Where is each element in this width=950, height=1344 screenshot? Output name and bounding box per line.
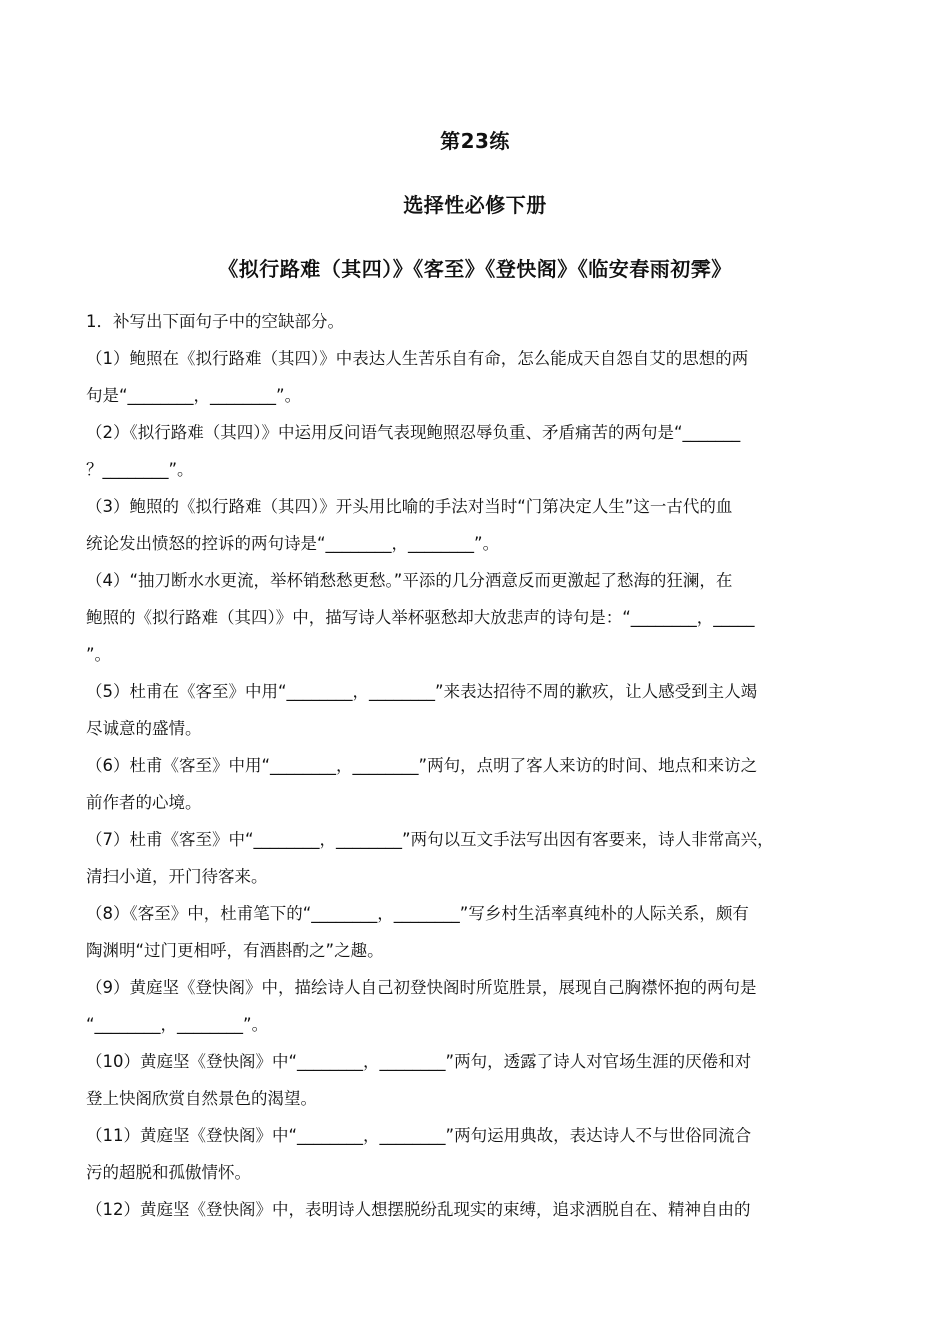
item-1-line-2: 句是“________，________”。 xyxy=(86,386,302,405)
item-11-line-2: 污的超脱和孤傲情怀。 xyxy=(86,1163,251,1182)
item-8-line-1: （8）《客至》中，杜甫笔下的“________，________”写乡村生活率真纯朴的人际关系，颇有 xyxy=(86,904,749,923)
item-6-line-2: 前作者的心境。 xyxy=(86,793,202,812)
item-5-line-2: 尽诚意的盛情。 xyxy=(86,719,202,738)
item-12-line-1: （12）黄庭坚《登快阁》中，表明诗人想摆脱纷乱现实的束缚，追求洒脱自在、精神自由的 xyxy=(86,1200,751,1219)
item-2-line-1: （2）《拟行路难（其四）》中运用反问语气表现鲍照忍辱负重、矛盾痛苦的两句是“_______ xyxy=(86,423,741,442)
item-4-line-1: （4）“抽刀断水水更流，举杯销愁愁更愁。”平添的几分酒意反而更激起了愁海的狂澜，在 xyxy=(86,571,733,590)
lesson-title: 第23练 xyxy=(440,129,510,153)
item-9-line-1: （9）黄庭坚《登快阁》中，描绘诗人自己初登快阁时所览胜景，展现自己胸襟怀抱的两句是 xyxy=(86,978,757,997)
item-6-line-1: （6）杜甫《客至》中用“________，________”两句，点明了客人来访的时间、地点和来访之 xyxy=(86,756,758,775)
item-1-line-1: （1）鲍照在《拟行路难（其四）》中表达人生苦乐自有命，怎么能成天自怨自艾的思想的两 xyxy=(86,349,749,368)
item-10-line-1: （10）黄庭坚《登快阁》中“________，________”两句，透露了诗人对官场生涯的厌倦和对 xyxy=(86,1052,752,1071)
volume-title: 选择性必修下册 xyxy=(403,193,547,217)
item-3-line-2: 统论发出愤怒的控诉的两句诗是“________，________”。 xyxy=(86,534,500,553)
item-7-line-1: （7）杜甫《客至》中“________，________”两句以互文手法写出因有客要来，诗人非常高兴， xyxy=(86,830,774,849)
item-4-line-2: 鲍照的《拟行路难（其四）》中，描写诗人举杯驱愁却大放悲声的诗句是：“________，_____ xyxy=(86,608,755,627)
item-4-line-3: ”。 xyxy=(86,645,112,664)
item-11-line-1: （11）黄庭坚《登快阁》中“________，________”两句运用典故，表达诗人不与世俗同流合 xyxy=(86,1126,752,1145)
question-stem: 1．补写出下面句子中的空缺部分。 xyxy=(86,312,344,331)
item-5-line-1: （5）杜甫在《客至》中用“________，________”来表达招待不周的歉疚，让人感受到主人竭 xyxy=(86,682,758,701)
item-9-line-2: “________，________”。 xyxy=(86,1015,269,1034)
item-2-line-2: ？________”。 xyxy=(86,460,194,479)
item-3-line-1: （3）鲍照的《拟行路难（其四）》开头用比喻的手法对当时“门第决定人生”这一古代的血 xyxy=(86,497,733,516)
item-7-line-2: 清扫小道，开门待客来。 xyxy=(86,867,268,886)
item-8-line-2: 陶渊明“过门更相呼，有酒斟酌之”之趣。 xyxy=(86,941,384,960)
item-10-line-2: 登上快阁欣赏自然景色的渴望。 xyxy=(86,1089,317,1108)
question-body xyxy=(86,303,886,1228)
texts-title: 《拟行路难（其四）》《客至》《登快阁》《临安春雨初霁》 xyxy=(218,257,732,281)
